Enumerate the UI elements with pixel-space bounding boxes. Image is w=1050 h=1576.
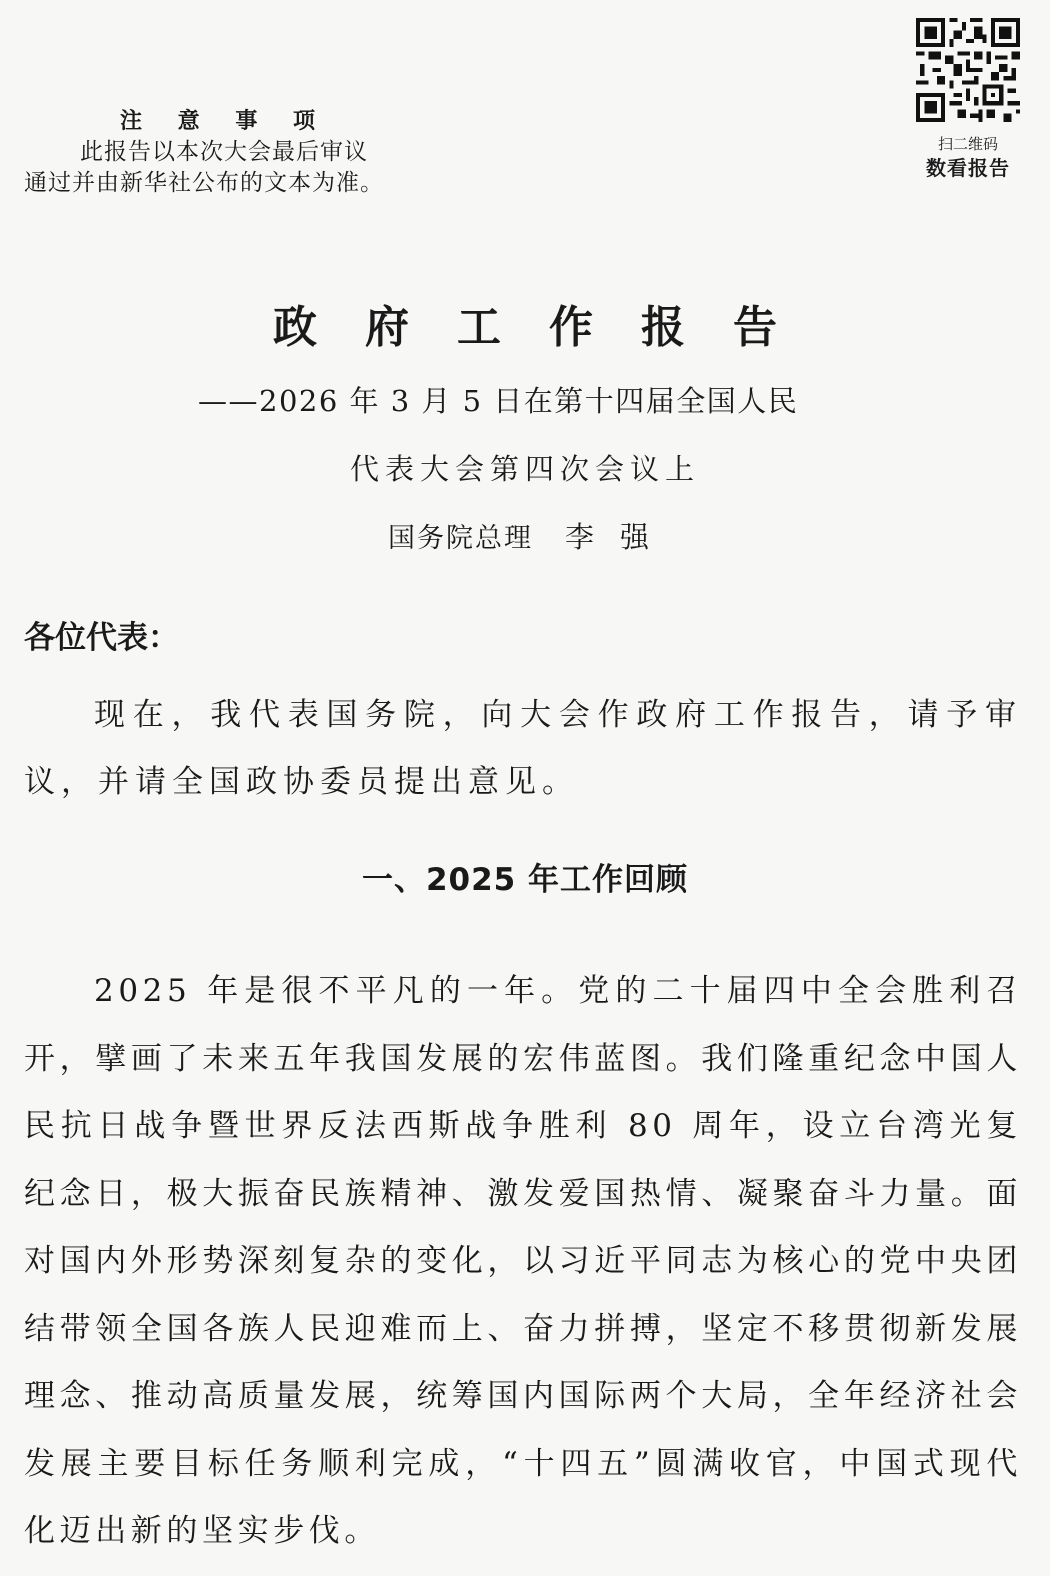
speaker-line bbox=[388, 516, 675, 560]
qr-code-icon[interactable] bbox=[916, 18, 1020, 122]
notice-title: 注 意 事 项 bbox=[120, 109, 329, 134]
notice-line-2: 通过并由新华社公布的文本为准。 bbox=[24, 170, 384, 196]
opening-paragraph: 现在，我代表国务院，向大会作政府工作报告，请予审议，并请全国政协委员提出意见。 bbox=[24, 697, 1022, 800]
notice-block bbox=[24, 106, 424, 199]
speaker-name: 李强 bbox=[565, 520, 676, 554]
salutation: 各位代表： bbox=[24, 620, 179, 656]
subtitle-line-2: 代表大会第四次会议上 bbox=[349, 452, 700, 486]
qr-caption-1: 扫二维码 bbox=[937, 135, 998, 153]
speaker-role: 国务院总理 bbox=[388, 523, 533, 554]
notice-line-1: 此报告以本次大会最后审议 bbox=[80, 139, 368, 165]
subtitle-line-1: ——2026 年 3 月 5 日在第十四届全国人民 bbox=[198, 384, 799, 418]
page-title: 政府工作报告 bbox=[273, 302, 825, 353]
qr-block bbox=[912, 18, 1024, 182]
qr-caption-2: 数看报告 bbox=[926, 156, 1010, 180]
section-paragraph: 2025 年是很不平凡的一年。党的二十届四中全会胜利召开，擘画了未来五年我国发展的宏伟蓝图。我们隆重纪念中国人民抗日战争暨世界反法西斯战争胜利 80 周年，设立台湾光复纪念日，极大振奋民族精神、激发爱国热情、凝聚奋斗力量。面对国内外形势深刻复杂的变化，以习近平同志为核心的党中央团结带领全国各族人民迎难而上、奋力拼搏，坚定不移贯彻新发展理念、推动高质量发展，统筹国内国际两个大局，全年经济社会发展主要目标任务顺利完成，“十四五”圆满收官，中国式现代化迈出新的坚实步伐。 bbox=[24, 973, 1022, 1549]
section-heading: 一、2025 年工作回顾 bbox=[361, 862, 689, 898]
